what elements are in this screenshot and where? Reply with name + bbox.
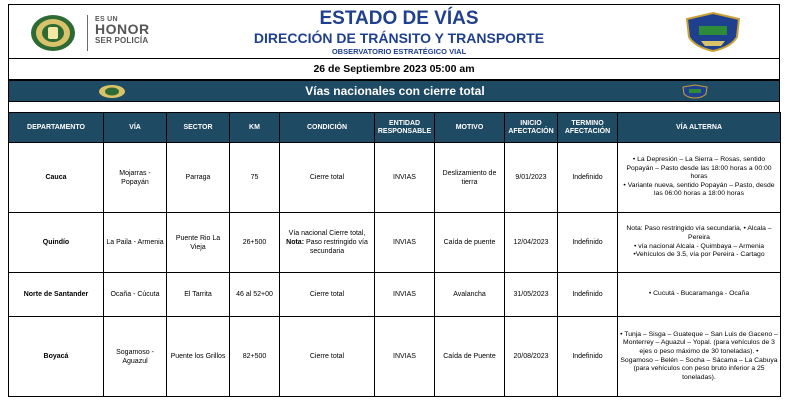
police-emblem-icon [29, 13, 77, 53]
cell-motivo: Avalancha [435, 273, 505, 317]
brand-top-text: ES UN [95, 16, 118, 23]
alterna-line: • Tunja – Sisga – Guateque – San Luis de Gaceno – Monterrey – Aguazul – Yopal. (para vehículos de 3 ejes o peso máximo de 30 toneladas). • [620, 330, 778, 355]
table-row [9, 213, 781, 273]
cell-sector: Parraga [167, 143, 230, 213]
brand-mid-text: HONOR [95, 21, 150, 37]
table-spacer [8, 102, 780, 112]
cell-departamento: Quindío [9, 213, 104, 273]
cell-km: 26+500 [230, 213, 280, 273]
cell-motivo: Caída de puente [435, 213, 505, 273]
condicion-text: Vía nacional Cierre total, [288, 230, 366, 237]
alterna-line: •Vehículos de 3.5, vía por Pereira - Cartago [633, 251, 765, 259]
page-title: ESTADO DE VÍAS [319, 8, 479, 29]
cell-motivo: Caída de Puente [435, 317, 505, 397]
column-header: VÍA [104, 113, 167, 143]
cell-departamento: Boyacá [9, 317, 104, 397]
cell-inicio: 12/04/2023 [505, 213, 558, 273]
column-header: TERMINO AFECTACIÓN [558, 113, 618, 143]
column-header: MOTIVO [435, 113, 505, 143]
condicion-note-label: Nota: [286, 239, 305, 246]
alterna-line: • Cucutá - Bucaramanga - Ocaña [648, 290, 750, 298]
cell-sector: Puente los Grillos [167, 317, 230, 397]
cell-termino: Indefinido [558, 143, 618, 213]
brand-separator [87, 15, 88, 51]
cell-via: Sogamoso - Aguazul [104, 317, 167, 397]
table-header-row [9, 113, 781, 143]
cell-entidad: INVIAS [375, 143, 435, 213]
cell-entidad: INVIAS [375, 213, 435, 273]
cell-sector: El Tarrita [167, 273, 230, 317]
cell-via-alterna [618, 213, 781, 273]
table-row [9, 317, 781, 397]
cell-via: Ocaña - Cúcuta [104, 273, 167, 317]
cell-km: 75 [230, 143, 280, 213]
alterna-line: Sogamoso – Belén – Socha – Sácama – La Cabuya (para vehículos con peso bruto inferior a 25 toneladas). [620, 356, 778, 381]
cell-inicio: 20/08/2023 [505, 317, 558, 397]
cell-via: Mojarras - Popayán [104, 143, 167, 213]
report-date: 26 de Septiembre 2023 05:00 am [8, 58, 780, 80]
column-header: DEPARTAMENTO [9, 113, 104, 143]
alterna-line: Nota: Paso restringido vía secundaria, • Alcala – Pereira [626, 225, 772, 241]
cell-km: 82+500 [230, 317, 280, 397]
alterna-line: • vía nacional Alcala - Quimbaya – Armenia [633, 242, 765, 250]
transit-mini-shield-icon [681, 84, 709, 99]
table-row [9, 143, 781, 213]
cell-km: 46 al 52+00 [230, 273, 280, 317]
cell-sector: Puente Rio La Vieja [167, 213, 230, 273]
condicion-note: Paso restringido vía secundaria [304, 239, 368, 255]
table-row [9, 273, 781, 317]
cell-departamento: Cauca [9, 143, 104, 213]
column-header: INICIO AFECTACIÓN [505, 113, 558, 143]
closures-table [8, 112, 781, 397]
cell-via-alterna [618, 143, 781, 213]
column-header: ENTIDAD RESPONSABLE [375, 113, 435, 143]
alterna-line: • La Depresión – La Sierra – Rosas, sentido Popayán – Pasto desde las 18:00 horas a 00:00 horas [626, 156, 772, 181]
cell-motivo: Deslizamiento de tierra [435, 143, 505, 213]
report-header [8, 4, 780, 58]
column-header: KM [230, 113, 280, 143]
section-banner [8, 80, 780, 102]
page-subtitle: DIRECCIÓN DE TRÁNSITO Y TRANSPORTE [253, 30, 545, 46]
cell-condicion: Cierre total [280, 317, 375, 397]
title-block [189, 9, 609, 56]
cell-termino: Indefinido [558, 273, 618, 317]
transit-shield-icon [681, 11, 745, 53]
column-header: CONDICIÓN [280, 113, 375, 143]
alterna-line: • Variante nueva, sentido Popayán – Pasto, desde las 06:00 horas a 18:00 horas [623, 181, 775, 198]
observatory-label: OBSERVATORIO ESTRATÉGICO VIAL [331, 47, 467, 56]
cell-termino: Indefinido [558, 317, 618, 397]
brand-slogan [95, 16, 175, 45]
cell-via: La Paila - Armenia [104, 213, 167, 273]
cell-via-alterna [618, 273, 781, 317]
column-header: VÍA ALTERNA [618, 113, 781, 143]
cell-termino: Indefinido [558, 213, 618, 273]
cell-departamento: Norte de Santander [9, 273, 104, 317]
section-title: Vías nacionales con cierre total [305, 84, 485, 98]
cell-entidad: INVIAS [375, 317, 435, 397]
brand-bottom-text: SER POLICÍA [95, 36, 149, 45]
column-header: SECTOR [167, 113, 230, 143]
cell-condicion: Cierre total [280, 273, 375, 317]
cell-condicion: Cierre total [280, 143, 375, 213]
cell-condicion [280, 213, 375, 273]
cell-inicio: 31/05/2023 [505, 273, 558, 317]
cell-entidad: INVIAS [375, 273, 435, 317]
cell-inicio: 9/01/2023 [505, 143, 558, 213]
cell-via-alterna [618, 317, 781, 397]
